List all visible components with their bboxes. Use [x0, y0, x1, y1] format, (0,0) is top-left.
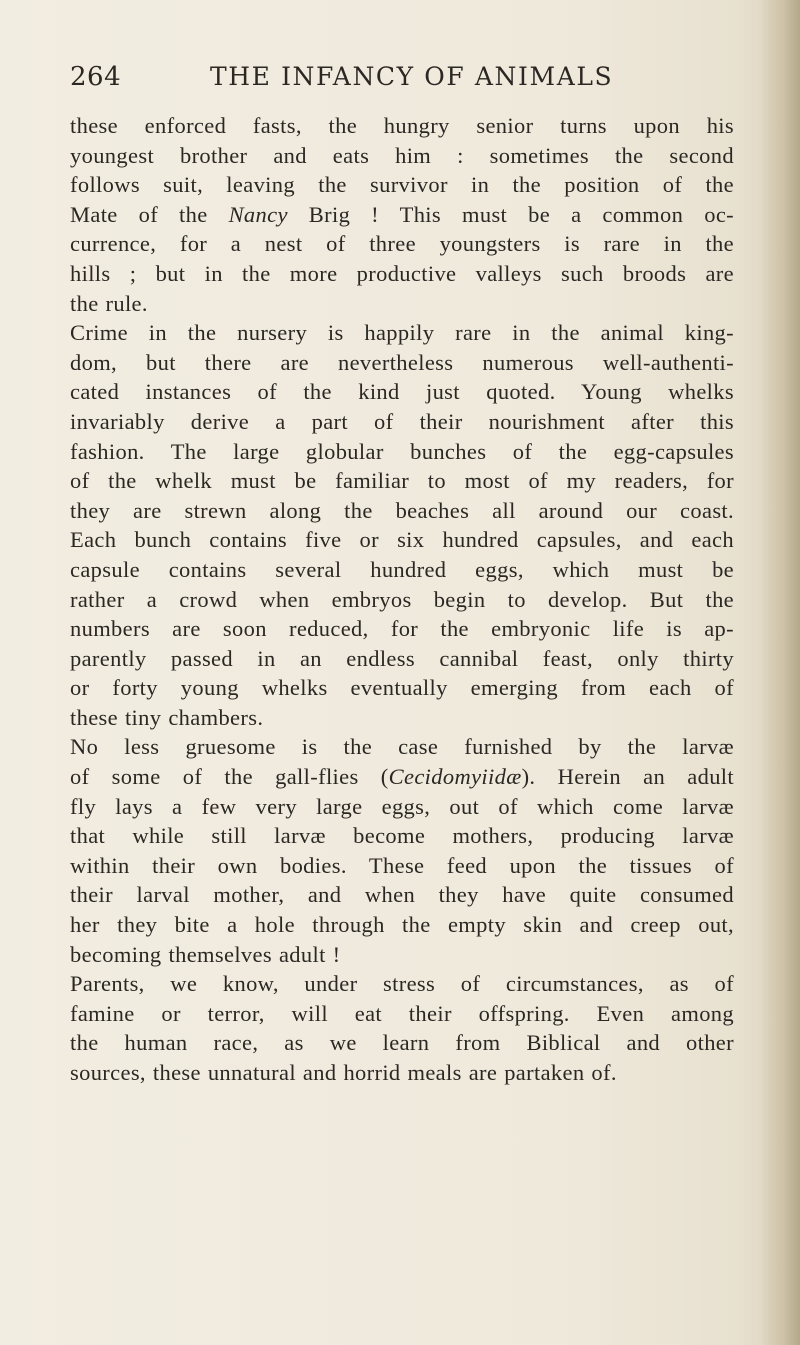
- text-line: famine or terror, will eat their offspring. Even among: [70, 1000, 734, 1026]
- paragraph: [70, 111, 734, 318]
- text-line: dom, but there are nevertheless numerous well-authenti-: [70, 349, 734, 375]
- text-line: rather a crowd when embryos begin to develop. But the: [70, 586, 734, 612]
- text-line: No less gruesome is the case furnished by the larvæ: [70, 734, 734, 760]
- paragraph: [70, 318, 734, 732]
- text-line: hills ; but in the more productive valleys such broods are: [70, 260, 734, 286]
- text-line: cated instances of the kind just quoted. Young whelks: [70, 379, 734, 405]
- text-line: of the whelk must be familiar to most of my readers, for: [70, 468, 734, 494]
- running-title: THE INFANCY OF ANIMALS: [210, 62, 614, 91]
- text-line: fashion. The large globular bunches of the egg-capsules: [70, 438, 734, 464]
- body-text: [70, 111, 734, 1088]
- text-line: invariably derive a part of their nourishment after this: [70, 408, 734, 434]
- text-line: youngest brother and eats him : sometimes the second: [70, 142, 734, 168]
- text-line: follows suit, leaving the survivor in the position of the: [70, 172, 734, 198]
- page-header: [70, 62, 740, 102]
- text-line: sources, these unnatural and horrid meals are partaken of.: [70, 1060, 617, 1085]
- italic-term: Cecidomyiidæ: [388, 764, 522, 790]
- paragraph: [70, 969, 734, 1087]
- text-line: the rule.: [70, 290, 148, 316]
- text-line: of some of the gall-flies (Cecidomyiidæ). Herein an adult: [70, 764, 734, 790]
- text-line: Parents, we know, under stress of circumstances, as of: [70, 971, 734, 997]
- text-line: within their own bodies. These feed upon the tissues of: [70, 852, 734, 878]
- text-line: currence, for a nest of three youngsters is rare in the: [70, 231, 734, 257]
- text-line: their larval mother, and when they have quite consumed: [70, 882, 734, 908]
- text-line: the human race, as we learn from Biblical and other: [70, 1030, 734, 1056]
- text-line: her they bite a hole through the empty skin and creep out,: [70, 912, 734, 938]
- text-line: parently passed in an endless cannibal feast, only thirty: [70, 645, 734, 671]
- text-line: fly lays a few very large eggs, out of which come larvæ: [70, 793, 734, 819]
- text-line: becoming themselves adult !: [70, 941, 341, 967]
- text-line: numbers are soon reduced, for the embryonic life is ap-: [70, 616, 734, 642]
- paragraph: [70, 732, 734, 969]
- text-line: Each bunch contains five or six hundred capsules, and each: [70, 527, 734, 553]
- text-line: they are strewn along the beaches all around our coast.: [70, 497, 734, 523]
- text-line: these tiny chambers.: [70, 704, 264, 730]
- page-edge-shadow: [760, 0, 800, 1345]
- text-line: Mate of the Nancy Brig ! This must be a common oc-: [70, 201, 734, 227]
- text-line: capsule contains several hundred eggs, which must be: [70, 556, 734, 582]
- text-line: Crime in the nursery is happily rare in the animal king-: [70, 320, 734, 346]
- text-line: or forty young whelks eventually emerging from each of: [70, 675, 734, 701]
- page-number: 264: [70, 62, 122, 92]
- text-line: that while still larvæ become mothers, producing larvæ: [70, 823, 734, 849]
- text-line: these enforced fasts, the hungry senior turns upon his: [70, 113, 734, 138]
- italic-term: Nancy: [228, 201, 288, 227]
